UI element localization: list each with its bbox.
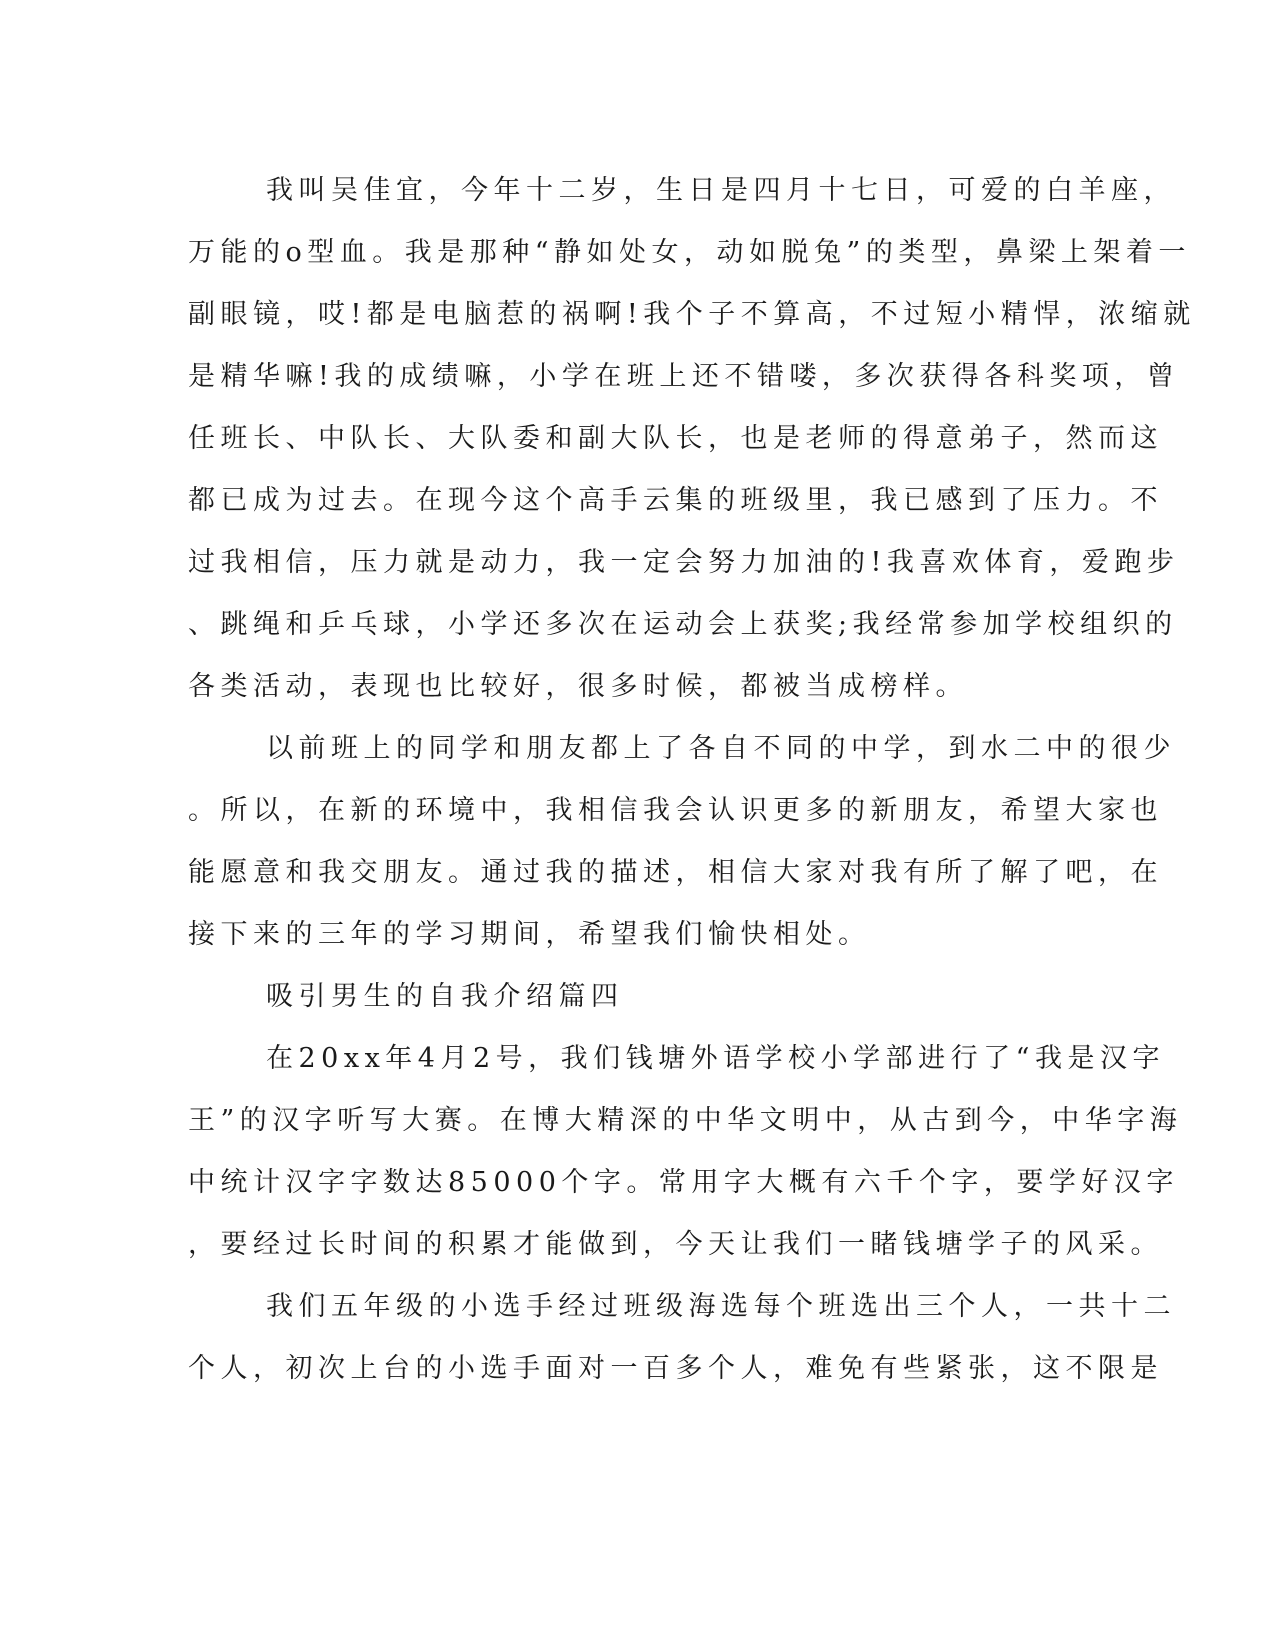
text-line: 中统计汉字字数达85000个字。常用字大概有六千个字，要学好汉字 <box>188 1167 1179 1198</box>
text-line: 我们五年级的小选手经过班级海选每个班选出三个人，一共十二 <box>266 1291 1176 1322</box>
text-line: 个人，初次上台的小选手面对一百多个人，难免有些紧张，这不限是 <box>188 1353 1163 1384</box>
text-line: 我叫吴佳宜，今年十二岁，生日是四月十七日，可爱的白羊座， <box>266 175 1176 206</box>
text-line: ，要经过长时间的积累才能做到，今天让我们一睹钱塘学子的风采。 <box>188 1229 1163 1260</box>
text-line: 是精华嘛!我的成绩嘛，小学在班上还不错喽，多次获得各科奖项，曾 <box>188 361 1180 392</box>
text-line: 。所以，在新的环境中，我相信我会认识更多的新朋友，希望大家也 <box>188 795 1163 826</box>
text-line: 各类活动，表现也比较好，很多时候，都被当成榜样。 <box>188 671 968 702</box>
text-line: 万能的o型血。我是那种“静如处女，动如脱兔”的类型，鼻梁上架着一 <box>188 237 1191 268</box>
text-line: 过我相信，压力就是动力，我一定会努力加油的!我喜欢体育，爱跑步 <box>188 547 1180 578</box>
text-line: 在20xx年4月2号，我们钱塘外语学校小学部进行了“我是汉字 <box>266 1043 1165 1074</box>
section-heading <box>188 966 1068 1028</box>
text-line: 副眼镜，哎!都是电脑惹的祸啊!我个子不算高，不过短小精悍，浓缩就 <box>188 299 1196 330</box>
heading-line: 吸引男生的自我介绍篇四 <box>266 981 624 1012</box>
text-line: 任班长、中队长、大队委和副大队长，也是老师的得意弟子，然而这 <box>188 423 1163 454</box>
text-line: 以前班上的同学和朋友都上了各自不同的中学，到水二中的很少 <box>266 733 1176 764</box>
document-body <box>188 160 1196 1400</box>
text-line: 都已成为过去。在现今这个高手云集的班级里，我已感到了压力。不 <box>188 485 1163 516</box>
paragraph-new-friends <box>188 718 1176 966</box>
text-line: 王”的汉字听写大赛。在博大精深的中华文明中，从古到今，中华字海 <box>188 1105 1183 1136</box>
text-line: 接下来的三年的学习期间，希望我们愉快相处。 <box>188 919 871 950</box>
text-line: 能愿意和我交朋友。通过我的描述，相信大家对我有所了解了吧，在 <box>188 857 1163 888</box>
paragraph-dictation-contest <box>188 1028 1183 1276</box>
paragraph-contestants <box>188 1276 1176 1400</box>
paragraph-self-intro <box>188 160 1196 718</box>
text-line: 、跳绳和乒乓球，小学还多次在运动会上获奖;我经常参加学校组织的 <box>188 609 1178 640</box>
